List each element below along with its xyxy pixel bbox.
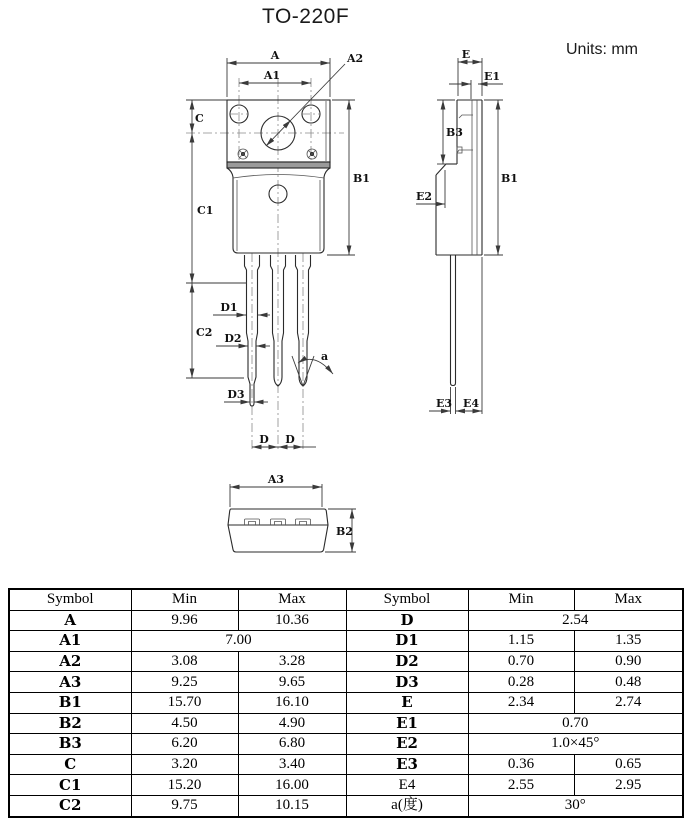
value-cell: E4 <box>346 775 468 796</box>
symbol-cell: A <box>9 610 131 631</box>
side-dim-e1-label: E1 <box>484 70 501 83</box>
value-cell: 2.34 <box>468 692 574 713</box>
value-cell: 16.10 <box>238 692 346 713</box>
column-header-cell: Max <box>238 589 346 610</box>
column-header-cell: Symbol <box>9 589 131 610</box>
value-cell: 16.00 <box>238 775 346 796</box>
front-dim-a-label: A <box>270 49 280 62</box>
symbol-cell: E3 <box>346 754 468 775</box>
column-header-cell: Min <box>468 589 574 610</box>
value-cell: 30° <box>468 795 683 816</box>
table-row <box>9 775 683 796</box>
value-cell: 10.36 <box>238 610 346 631</box>
value-cell: 2.74 <box>574 692 683 713</box>
symbol-cell: E1 <box>346 713 468 734</box>
rivet-mark <box>307 149 317 159</box>
front-dim-a1-label: A1 <box>263 69 281 82</box>
table-row <box>9 631 683 652</box>
front-dim-d-left-label: D <box>259 433 269 446</box>
symbol-cell: D <box>346 610 468 631</box>
column-header-cell: Symbol <box>346 589 468 610</box>
value-cell: 0.28 <box>468 672 574 693</box>
bottom-view <box>228 473 356 552</box>
symbol-cell: A1 <box>9 631 131 652</box>
page-title: TO-220F <box>262 5 350 28</box>
value-cell: 4.90 <box>238 713 346 734</box>
side-dim-e2-label: E2 <box>416 190 433 203</box>
value-cell: 15.20 <box>131 775 238 796</box>
value-cell: 2.54 <box>468 610 683 631</box>
front-dim-b1-label: B1 <box>353 172 370 185</box>
symbol-cell: C <box>9 754 131 775</box>
value-cell: 0.70 <box>468 651 574 672</box>
value-cell: 9.65 <box>238 672 346 693</box>
front-dim-c-label: C <box>195 112 204 125</box>
table-row <box>9 795 683 816</box>
value-cell: 15.70 <box>131 692 238 713</box>
units-label: Units: mm <box>566 41 638 58</box>
rivet-mark <box>238 149 248 159</box>
side-dim-e-label: E <box>461 48 471 61</box>
table-row <box>9 651 683 672</box>
value-cell: 1.15 <box>468 631 574 652</box>
front-dim-d1-label: D1 <box>220 301 238 314</box>
symbol-cell: E2 <box>346 734 468 755</box>
symbol-cell: C2 <box>9 795 131 816</box>
front-dim-d2-label: D2 <box>224 332 242 345</box>
side-dim-e3-label: E3 <box>436 397 453 410</box>
value-cell: 0.65 <box>574 754 683 775</box>
dimensions-table-body <box>9 589 683 817</box>
value-cell: 7.00 <box>131 631 346 652</box>
value-cell: 2.55 <box>468 775 574 796</box>
symbol-cell: A3 <box>9 672 131 693</box>
value-cell: 9.96 <box>131 610 238 631</box>
value-cell: 1.0×45° <box>468 734 683 755</box>
symbol-cell: B1 <box>9 692 131 713</box>
front-dim-c1-label: C1 <box>197 204 214 217</box>
dimensions-table <box>8 588 684 818</box>
side-view <box>416 48 518 414</box>
front-view <box>186 49 370 452</box>
front-dim-alpha-label: a <box>321 350 329 363</box>
value-cell: 9.25 <box>131 672 238 693</box>
value-cell: a(度) <box>346 795 468 816</box>
table-row <box>9 672 683 693</box>
symbol-cell: C1 <box>9 775 131 796</box>
front-dim-d-right-label: D <box>285 433 295 446</box>
value-cell: 6.80 <box>238 734 346 755</box>
front-dim-a2-label: A2 <box>347 52 364 65</box>
side-dim-e4-label: E4 <box>463 397 480 410</box>
value-cell: 6.20 <box>131 734 238 755</box>
value-cell: 0.36 <box>468 754 574 775</box>
value-cell: 3.40 <box>238 754 346 775</box>
front-dim-c2-label: C2 <box>196 326 213 339</box>
value-cell: 3.28 <box>238 651 346 672</box>
value-cell: 0.70 <box>468 713 683 734</box>
symbol-cell: B2 <box>9 713 131 734</box>
table-row <box>9 734 683 755</box>
table-row <box>9 610 683 631</box>
value-cell: 3.08 <box>131 651 238 672</box>
value-cell: 4.50 <box>131 713 238 734</box>
bottom-dim-b2-label: B2 <box>336 525 353 538</box>
symbol-cell: A2 <box>9 651 131 672</box>
column-header-cell: Max <box>574 589 683 610</box>
value-cell: 0.90 <box>574 651 683 672</box>
table-row <box>9 713 683 734</box>
side-dim-b1-label: B1 <box>501 172 518 185</box>
symbol-cell: D1 <box>346 631 468 652</box>
side-dim-b3-label: B3 <box>446 126 463 139</box>
bottom-dim-a3-label: A3 <box>267 473 285 486</box>
table-header-row <box>9 589 683 610</box>
value-cell: 1.35 <box>574 631 683 652</box>
symbol-cell: D3 <box>346 672 468 693</box>
symbol-cell: B3 <box>9 734 131 755</box>
front-dim-d3-label: D3 <box>227 388 245 401</box>
table-row <box>9 692 683 713</box>
value-cell: 10.15 <box>238 795 346 816</box>
value-cell: 9.75 <box>131 795 238 816</box>
value-cell: 3.20 <box>131 754 238 775</box>
table-row <box>9 754 683 775</box>
column-header-cell: Min <box>131 589 238 610</box>
value-cell: 2.95 <box>574 775 683 796</box>
symbol-cell: D2 <box>346 651 468 672</box>
value-cell: 0.48 <box>574 672 683 693</box>
symbol-cell: E <box>346 692 468 713</box>
